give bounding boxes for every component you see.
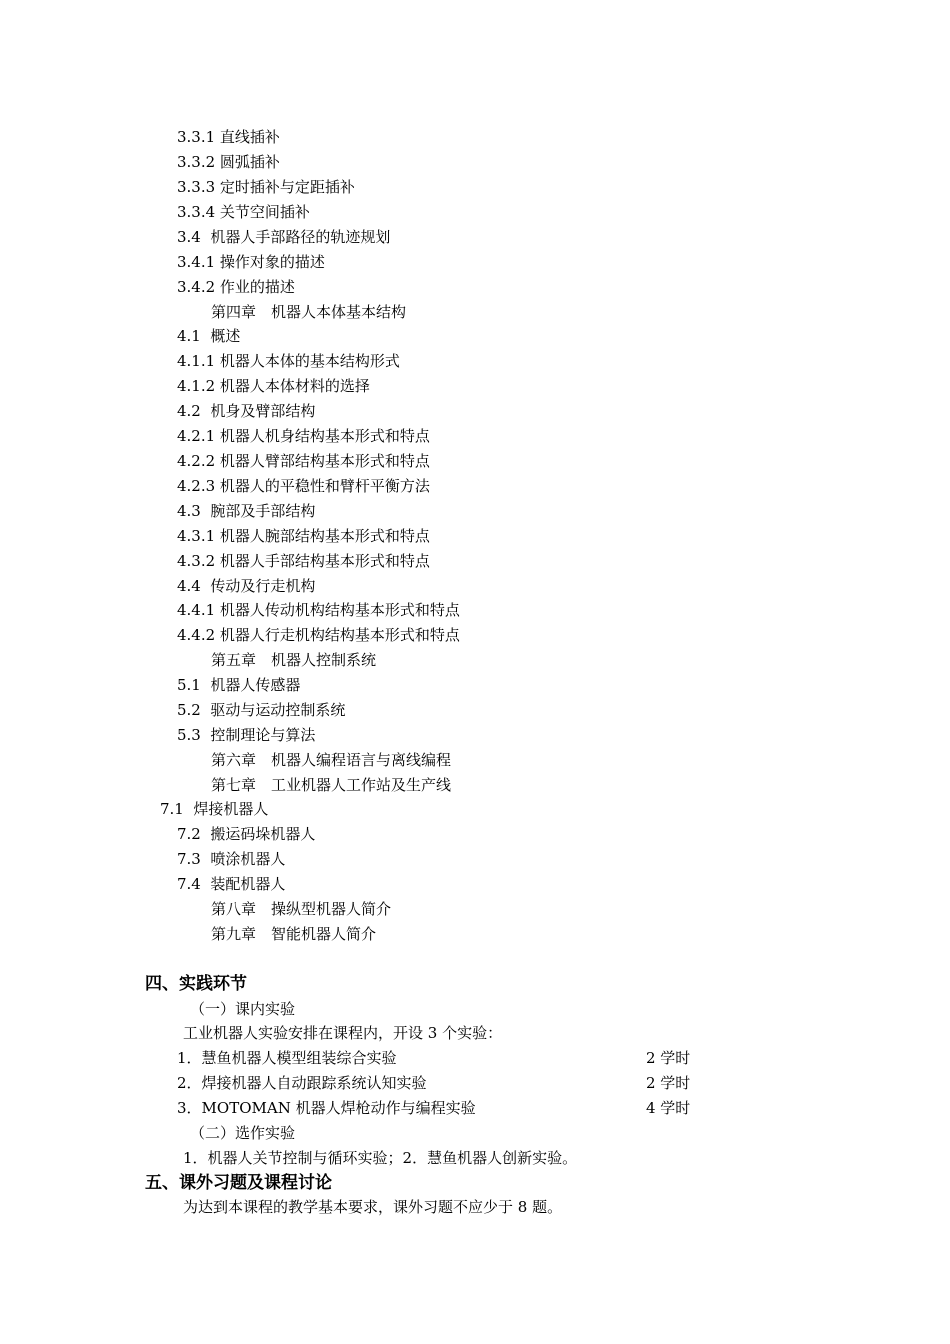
toc-item: 3.3.2 圆弧插补 bbox=[177, 153, 280, 171]
toc-item: 4.4 传动及行走机构 bbox=[177, 577, 316, 595]
toc-item: 4.1.2 机器人本体材料的选择 bbox=[177, 377, 370, 395]
experiment-hours: 2 学时 bbox=[646, 1049, 691, 1067]
toc-item: 3.4.2 作业的描述 bbox=[177, 278, 295, 296]
toc-item: 3.3.3 定时插补与定距插补 bbox=[177, 178, 355, 196]
experiment-name: 2．焊接机器人自动跟踪系统认知实验 bbox=[177, 1074, 427, 1092]
homework-text: 为达到本课程的教学基本要求，课外习题不应少于 8 题。 bbox=[183, 1198, 563, 1216]
toc-item: 7.1 焊接机器人 bbox=[160, 800, 269, 818]
toc-item: 4.1.1 机器人本体的基本结构形式 bbox=[177, 352, 400, 370]
toc-chapter: 第八章 操纵型机器人简介 bbox=[211, 900, 392, 918]
toc-item: 3.4 机器人手部路径的轨迹规划 bbox=[177, 228, 391, 246]
toc-item: 4.4.2 机器人行走机构结构基本形式和特点 bbox=[177, 626, 460, 644]
toc-item: 7.2 搬运码垛机器人 bbox=[177, 825, 316, 843]
experiment-intro: 工业机器人实验安排在课程内，开设 3 个实验： bbox=[183, 1024, 503, 1042]
experiment-name: 3．MOTOMAN 机器人焊枪动作与编程实验 bbox=[177, 1099, 476, 1117]
toc-item: 5.1 机器人传感器 bbox=[177, 676, 301, 694]
toc-item: 3.3.1 直线插补 bbox=[177, 128, 280, 146]
experiment-hours: 4 学时 bbox=[646, 1099, 691, 1117]
homework-heading: 五、课外习题及课程讨论 bbox=[145, 1173, 332, 1193]
toc-item: 3.3.4 关节空间插补 bbox=[177, 203, 310, 221]
toc-item: 4.3 腕部及手部结构 bbox=[177, 502, 316, 520]
elective-text: 1．机器人关节控制与循环实验；2．慧鱼机器人创新实验。 bbox=[183, 1149, 578, 1167]
elective-title: （二）选作实验 bbox=[190, 1124, 296, 1142]
toc-item: 4.1 概述 bbox=[177, 327, 241, 345]
toc-item: 5.3 控制理论与算法 bbox=[177, 726, 316, 744]
toc-chapter: 第六章 机器人编程语言与离线编程 bbox=[211, 751, 452, 769]
toc-item: 4.2.3 机器人的平稳性和臂杆平衡方法 bbox=[177, 477, 430, 495]
in-class-title: （一）课内实验 bbox=[190, 1000, 296, 1018]
toc-item: 4.2.2 机器人臂部结构基本形式和特点 bbox=[177, 452, 430, 470]
experiment-name: 1．慧鱼机器人模型组装综合实验 bbox=[177, 1049, 397, 1067]
toc-chapter: 第五章 机器人控制系统 bbox=[211, 651, 377, 669]
practice-heading: 四、实践环节 bbox=[145, 974, 247, 994]
toc-item: 4.4.1 机器人传动机构结构基本形式和特点 bbox=[177, 601, 460, 619]
toc-item: 7.3 喷涂机器人 bbox=[177, 850, 286, 868]
toc-item: 7.4 装配机器人 bbox=[177, 875, 286, 893]
toc-item: 5.2 驱动与运动控制系统 bbox=[177, 701, 346, 719]
toc-chapter: 第七章 工业机器人工作站及生产线 bbox=[211, 776, 452, 794]
toc-item: 4.2 机身及臂部结构 bbox=[177, 402, 316, 420]
toc-item: 4.3.1 机器人腕部结构基本形式和特点 bbox=[177, 527, 430, 545]
toc-item: 3.4.1 操作对象的描述 bbox=[177, 253, 325, 271]
toc-item: 4.2.1 机器人机身结构基本形式和特点 bbox=[177, 427, 430, 445]
toc-chapter: 第四章 机器人本体基本结构 bbox=[211, 303, 407, 321]
experiment-hours: 2 学时 bbox=[646, 1074, 691, 1092]
toc-chapter: 第九章 智能机器人简介 bbox=[211, 925, 377, 943]
toc-item: 4.3.2 机器人手部结构基本形式和特点 bbox=[177, 552, 430, 570]
